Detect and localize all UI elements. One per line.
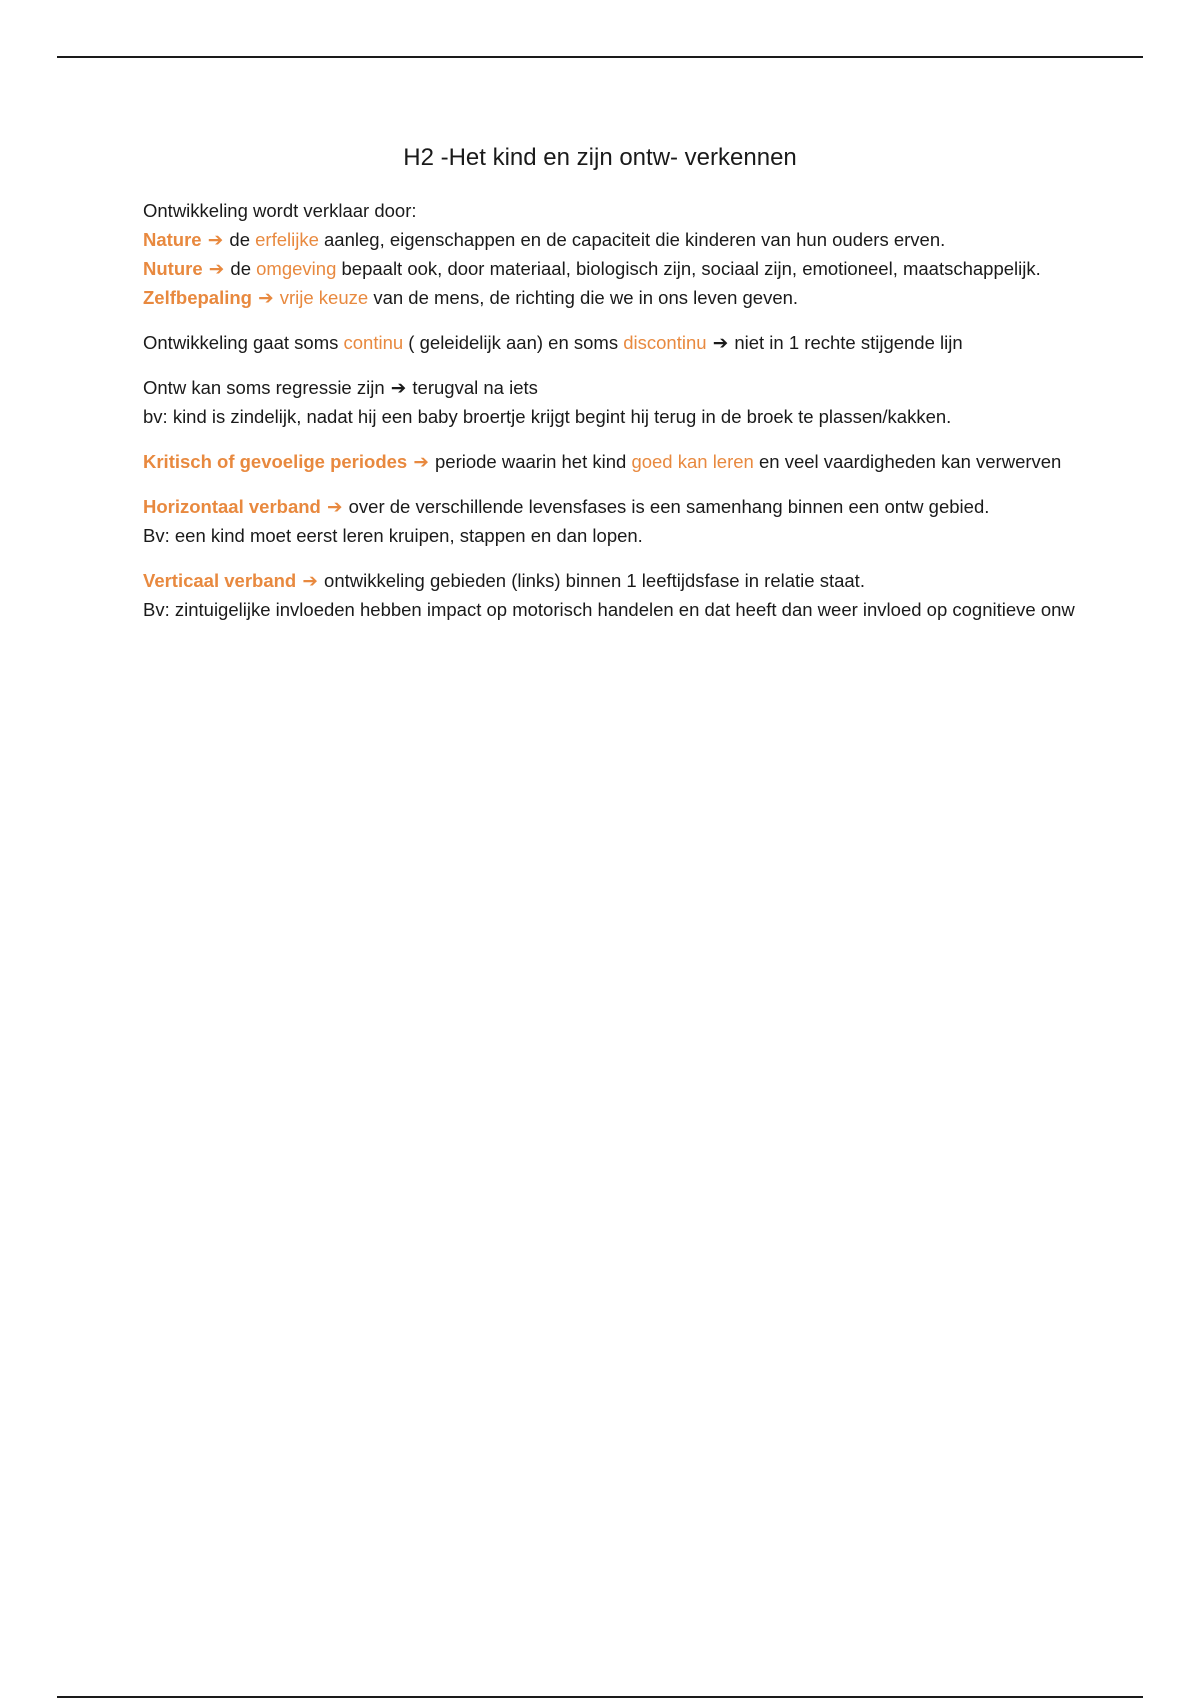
footer-rule [57, 1696, 1143, 1698]
verticaal-example: Bv: zintuigelijke invloeden hebben impact op motorisch handelen en dat heeft dan weer invloed op cognitieve onw [143, 599, 1075, 620]
arrow-right-icon: ➔ [208, 258, 225, 279]
zelfbepaling-line: Zelfbepaling ➔ vrije keuze van de mens, de richting die we in ons leven geven. [143, 283, 1083, 312]
intro-line: Ontwikkeling wordt verklaar door: [143, 200, 417, 221]
nature-highlight: erfelijke [255, 229, 319, 250]
verticaal-term: Verticaal verband [143, 570, 297, 591]
kritisch-term: Kritisch of gevoelige periodes [143, 451, 408, 472]
discontinu-highlight: discontinu [623, 332, 707, 353]
horizontaal-line: Horizontaal verband ➔ over de verschillende levensfases is een samenhang binnen een ontw gebied. [143, 492, 1083, 521]
document-body [143, 196, 1083, 624]
nature-term: Nature [143, 229, 202, 250]
arrow-right-icon: ➔ [302, 570, 318, 591]
header-rule [57, 56, 1143, 58]
nuture-highlight: omgeving [256, 258, 337, 279]
zelfbepaling-highlight: vrije keuze [279, 287, 369, 308]
horizontaal-example: Bv: een kind moet eerst leren kruipen, stappen en dan lopen. [143, 525, 643, 546]
arrow-right-icon: ➔ [390, 377, 407, 398]
zelfbepaling-term: Zelfbepaling [143, 287, 252, 308]
continu-line: Ontwikkeling gaat soms continu ( geleidelijk aan) en soms discontinu ➔ niet in 1 rechte stijgende lijn [143, 328, 1083, 357]
arrow-right-icon: ➔ [258, 287, 274, 308]
kritisch-line: Kritisch of gevoelige periodes ➔ periode waarin het kind goed kan leren en veel vaardigheden kan verwerven [143, 447, 1083, 476]
arrow-right-icon: ➔ [712, 332, 729, 353]
arrow-right-icon: ➔ [207, 229, 224, 250]
page-title: H2 -Het kind en zijn ontw- verkennen [403, 144, 797, 171]
kritisch-highlight: goed kan leren [631, 451, 754, 472]
verticaal-line: Verticaal verband ➔ ontwikkeling gebieden (links) binnen 1 leeftijdsfase in relatie staat. [143, 566, 1083, 595]
arrow-right-icon: ➔ [413, 451, 429, 472]
nuture-term: Nuture [143, 258, 203, 279]
continu-highlight: continu [343, 332, 404, 353]
horizontaal-term: Horizontaal verband [143, 496, 321, 517]
regressie-line: Ontw kan soms regressie zijn ➔ terugval na iets [143, 373, 1083, 402]
nature-line: Nature ➔ de erfelijke aanleg, eigenschappen en de capaciteit die kinderen van hun ouders erven. [143, 225, 1083, 254]
regressie-example: bv: kind is zindelijk, nadat hij een baby broertje krijgt begint hij terug in de broek te plassen/kakken. [143, 406, 952, 427]
arrow-right-icon: ➔ [326, 496, 343, 517]
nuture-line: Nuture ➔ de omgeving bepaalt ook, door materiaal, biologisch zijn, sociaal zijn, emotioneel, maatschappelijk. [143, 254, 1083, 283]
